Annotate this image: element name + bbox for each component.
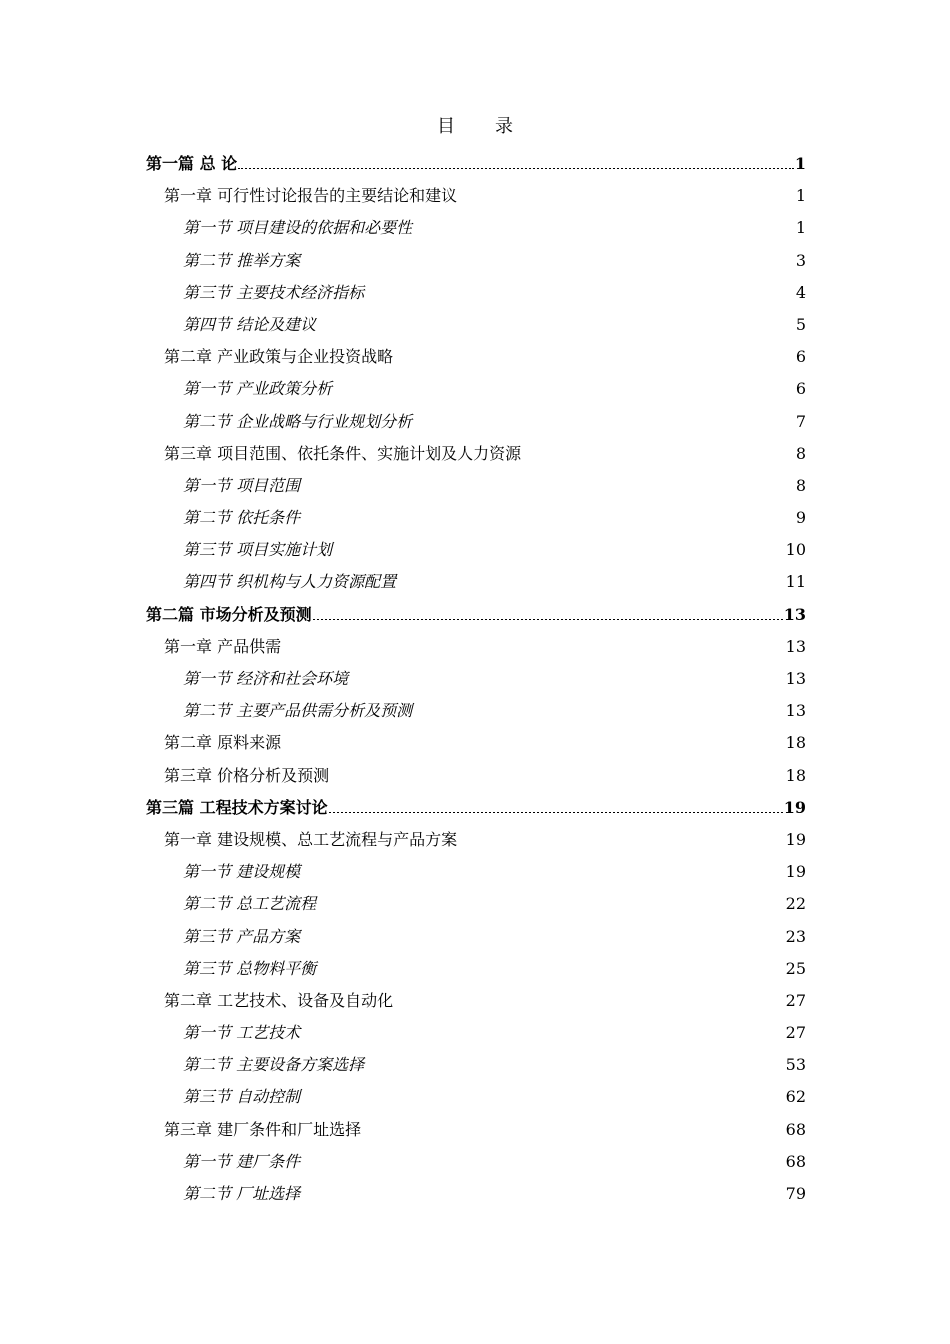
toc-leader-dots: [333, 554, 785, 555]
toc-entry-label: 第二节 主要设备方案选择: [183, 1055, 365, 1075]
toc-title: [0, 112, 950, 138]
toc-entry-section[interactable]: [146, 1178, 806, 1210]
toc-entry-page-number: 9: [795, 508, 806, 528]
toc-title-right: 录: [495, 116, 513, 137]
toc-leader-dots: [317, 908, 785, 909]
toc-leader-dots: [301, 941, 785, 942]
toc-entry-page-number: 68: [785, 1151, 806, 1171]
toc-entry-label: 第四节 结论及建议: [183, 314, 317, 334]
toc-entry-label: 第二节 依托条件: [183, 508, 301, 528]
toc-entry-page-number: 53: [785, 1055, 806, 1075]
toc-leader-dots: [238, 168, 794, 169]
toc-entry-page-number: 22: [785, 894, 806, 914]
toc-entry-page-number: 13: [783, 604, 806, 624]
toc-entry-part[interactable]: [146, 599, 806, 631]
toc-entry-page-number: 6: [795, 347, 806, 367]
toc-entry-section[interactable]: [146, 1049, 806, 1081]
toc-leader-dots: [522, 458, 795, 459]
toc-entry-page-number: 27: [785, 1023, 806, 1043]
toc-leader-dots: [330, 780, 785, 781]
toc-entry-label: 第一章 建设规模、总工艺流程与产品方案: [164, 829, 458, 849]
toc-entry-section[interactable]: [146, 663, 806, 695]
toc-entry-label: 第二章 原料来源: [164, 733, 282, 753]
toc-entry-section[interactable]: [146, 953, 806, 985]
toc-entry-page-number: 27: [785, 990, 806, 1010]
toc-entry-label: 第二节 厂址选择: [183, 1184, 301, 1203]
toc-leader-dots: [458, 844, 785, 845]
toc-entry-section[interactable]: [146, 921, 806, 953]
toc-entry-label: 第三篇 工程技术方案讨论: [146, 797, 328, 817]
toc-entry-section[interactable]: [146, 406, 806, 438]
toc-entry-page-number: 1: [794, 154, 806, 173]
toc-entry-page-number: 18: [785, 733, 806, 753]
toc-entry-section[interactable]: [146, 277, 806, 309]
toc-entry-chapter[interactable]: [146, 180, 806, 212]
toc-leader-dots: [365, 1069, 785, 1070]
toc-entry-section[interactable]: [146, 502, 806, 534]
toc-entry-page-number: 68: [785, 1119, 806, 1139]
toc-entry-page-number: 62: [785, 1087, 806, 1107]
toc-entry-chapter[interactable]: [146, 985, 806, 1017]
toc-entry-chapter[interactable]: [146, 341, 806, 373]
toc-entry-label: 第二节 主要产品供需分析及预测: [183, 701, 413, 721]
toc-leader-dots: [301, 876, 785, 877]
toc-entry-label: 第一篇 总 论: [146, 154, 238, 173]
toc-entry-label: 第三章 价格分析及预测: [164, 765, 330, 785]
toc-leader-dots: [301, 1198, 785, 1199]
toc-entry-part[interactable]: [146, 792, 806, 824]
toc-leader-dots: [301, 1101, 785, 1102]
toc-entry-label: 第一节 工艺技术: [183, 1023, 301, 1043]
toc-entry-chapter[interactable]: [146, 631, 806, 663]
toc-entry-page-number: 25: [785, 958, 806, 978]
toc-entry-page-number: 19: [785, 862, 806, 882]
toc-entry-label: 第三节 总物料平衡: [183, 958, 317, 978]
toc-entry-page-number: 8: [795, 443, 806, 463]
toc-entry-label: 第二篇 市场分析及预测: [146, 604, 312, 624]
toc-entry-page-number: 11: [785, 572, 806, 592]
toc-entry-label: 第一节 产业政策分析: [183, 379, 333, 399]
toc-entry-label: 第一章 产品供需: [164, 636, 282, 656]
toc-entry-label: 第一节 项目建设的依据和必要性: [183, 218, 413, 238]
toc-entry-label: 第三节 产品方案: [183, 926, 301, 946]
toc-leader-dots: [301, 1166, 785, 1167]
toc-entry-label: 第三章 建厂条件和厂址选择: [164, 1119, 362, 1139]
toc-title-left: 目: [437, 116, 455, 137]
toc-entry-page-number: 13: [785, 636, 806, 656]
toc-entry-page-number: 1: [795, 186, 806, 206]
toc-entry-section[interactable]: [146, 856, 806, 888]
toc-entry-part[interactable]: [146, 148, 806, 180]
toc-entry-section[interactable]: [146, 888, 806, 920]
toc-entry-page-number: 19: [785, 829, 806, 849]
toc-entry-section[interactable]: [146, 373, 806, 405]
toc-entry-label: 第二节 企业战略与行业规划分析: [183, 411, 413, 431]
toc-entry-page-number: 4: [795, 282, 806, 302]
toc-leader-dots: [329, 812, 783, 813]
toc-entry-label: 第一节 项目范围: [183, 475, 301, 495]
toc-entry-chapter[interactable]: [146, 438, 806, 470]
toc-leader-dots: [301, 490, 795, 491]
toc-entry-chapter[interactable]: [146, 1114, 806, 1146]
toc-entry-page-number: 1: [795, 218, 806, 238]
toc-entry-label: 第三章 项目范围、依托条件、实施计划及人力资源: [164, 443, 522, 463]
toc-leader-dots: [397, 586, 785, 587]
toc-entry-label: 第二章 工艺技术、设备及自动化: [164, 990, 394, 1010]
toc-entry-section[interactable]: [146, 470, 806, 502]
toc-entry-label: 第三节 自动控制: [183, 1087, 301, 1107]
toc-entry-page-number: 79: [785, 1184, 806, 1203]
toc-entry-label: 第三节 主要技术经济指标: [183, 282, 365, 302]
toc-entry-label: 第二节 总工艺流程: [183, 894, 317, 914]
toc-entry-page-number: 23: [785, 926, 806, 946]
toc-entry-section[interactable]: [146, 534, 806, 566]
toc-entry-page-number: 5: [795, 314, 806, 334]
toc-leader-dots: [333, 393, 795, 394]
toc-leader-dots: [413, 715, 785, 716]
toc-entry-section[interactable]: [146, 1017, 806, 1049]
toc-entry-page-number: 3: [795, 250, 806, 270]
toc-entry-chapter[interactable]: [146, 760, 806, 792]
toc-entry-page-number: 18: [785, 765, 806, 785]
toc-entry-label: 第二节 推举方案: [183, 250, 301, 270]
toc-leader-dots: [301, 1037, 785, 1038]
toc-leader-dots: [394, 1005, 785, 1006]
toc-entry-label: 第三节 项目实施计划: [183, 540, 333, 560]
toc-entry-page-number: 10: [785, 540, 806, 560]
toc-entry-section[interactable]: [146, 309, 806, 341]
toc-entry-section[interactable]: [146, 1146, 806, 1178]
toc-leader-dots: [317, 973, 785, 974]
toc-entry-page-number: 8: [795, 475, 806, 495]
toc-entry-chapter[interactable]: [146, 824, 806, 856]
toc-leader-dots: [282, 651, 785, 652]
toc-entry-label: 第四节 织机构与人力资源配置: [183, 572, 397, 592]
toc-entry-label: 第一节 建厂条件: [183, 1151, 301, 1171]
toc-entry-label: 第一节 建设规模: [183, 862, 301, 882]
toc-leader-dots: [349, 683, 785, 684]
toc-entry-page-number: 6: [795, 379, 806, 399]
toc-leader-dots: [413, 232, 795, 233]
toc-leader-dots: [362, 1134, 785, 1135]
toc-entry-page-number: 7: [795, 411, 806, 431]
toc-leader-dots: [458, 200, 795, 201]
toc-leader-dots: [394, 361, 795, 362]
toc-leader-dots: [413, 426, 795, 427]
toc-leader-dots: [365, 297, 795, 298]
toc-leader-dots: [301, 522, 795, 523]
toc-entry-section[interactable]: [146, 695, 806, 727]
toc-leader-dots: [313, 619, 783, 620]
toc-list: [146, 148, 806, 1210]
toc-leader-dots: [317, 329, 795, 330]
toc-entry-section[interactable]: [146, 245, 806, 277]
toc-entry-chapter[interactable]: [146, 727, 806, 759]
toc-leader-dots: [301, 265, 795, 266]
toc-entry-section[interactable]: [146, 1081, 806, 1113]
toc-entry-label: 第二章 产业政策与企业投资战略: [164, 347, 394, 367]
toc-entry-label: 第一节 经济和社会环境: [183, 669, 349, 688]
toc-leader-dots: [282, 747, 785, 748]
toc-entry-page-number: 13: [785, 701, 806, 721]
toc-entry-label: 第一章 可行性讨论报告的主要结论和建议: [164, 186, 458, 206]
toc-entry-section[interactable]: [146, 566, 806, 598]
toc-entry-page-number: 19: [783, 797, 806, 817]
toc-entry-page-number: 13: [785, 669, 806, 688]
toc-entry-section[interactable]: [146, 212, 806, 244]
